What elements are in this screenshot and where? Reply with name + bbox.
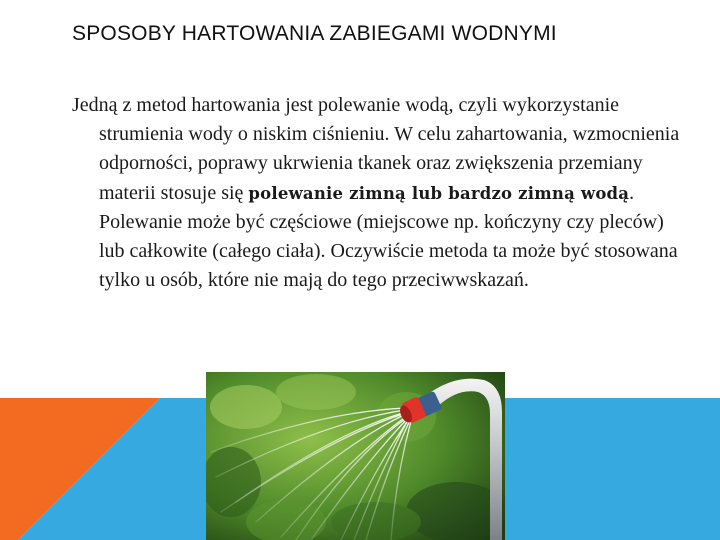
body-text-intro: Jedną z metod hartowania jest polewanie wodą, czyli wykorzystanie strumienia wody o niskim ciśnieniu. W celu zahartowania, wzmocnienia odporności, poprawy ukrwienia tkanek oraz zwiększenia przemiany materii stosuje się [72,94,680,204]
body-paragraph [72,91,689,295]
slide-title: SPOSOBY HARTOWANIA ZABIEGAMI WODNYMI [72,22,557,45]
watering-photo [206,372,505,540]
body-text-emphasis: polewanie zimną lub bardzo zimną wodą [248,183,630,203]
body-text-rest: . Polewanie może być częściowe (miejscowe np. kończyny czy pleców) lub całkowite (całego ciała). Oczywiście metoda ta może być stosowana tylko u osób, które nie mają do tego przeciwwskazań. [99,181,678,292]
